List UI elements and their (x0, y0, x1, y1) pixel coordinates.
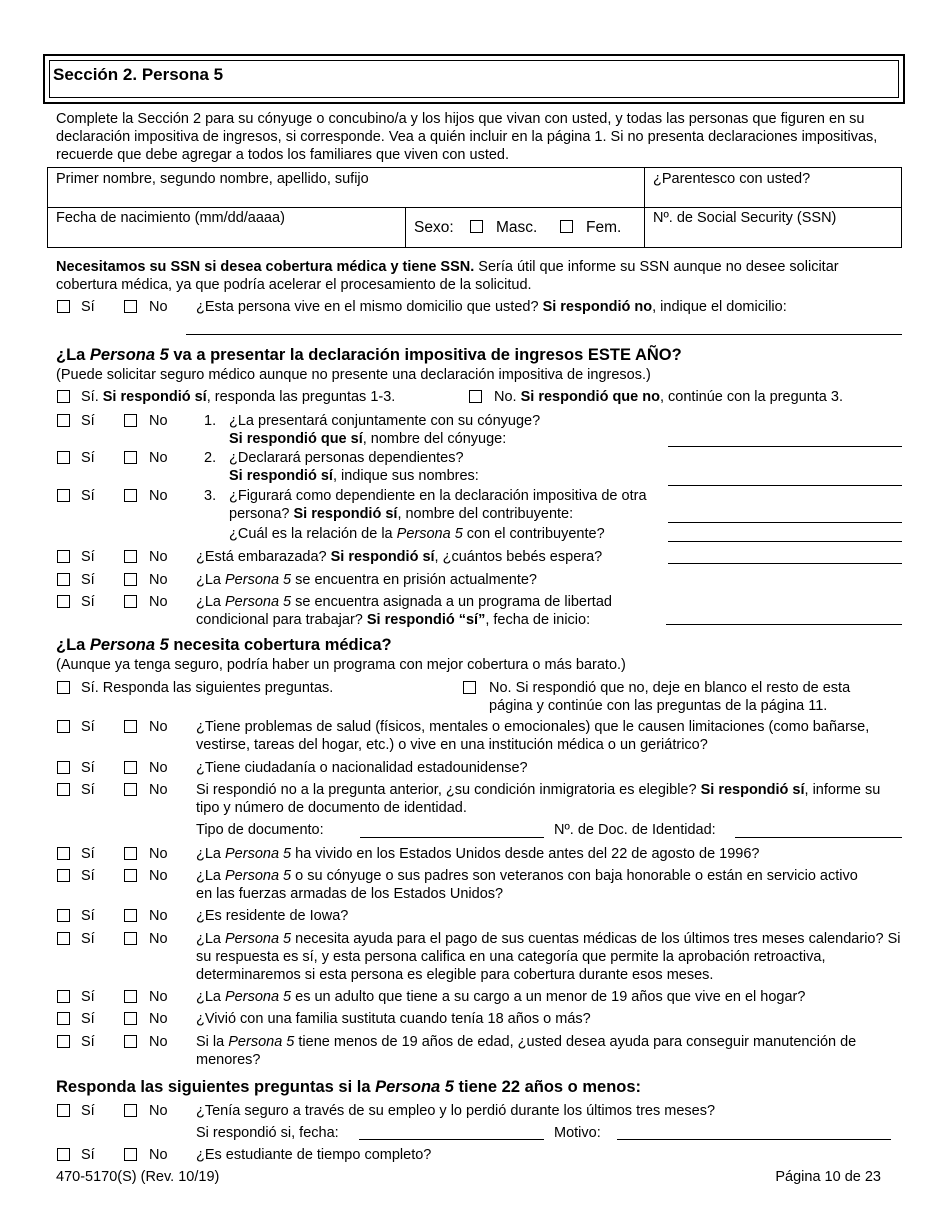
no-label: No (149, 760, 168, 776)
since1996-yes-checkbox[interactable] (57, 847, 70, 860)
q1-number: 1. (204, 413, 217, 429)
iowa-yes-checkbox[interactable] (57, 909, 70, 922)
support-no-checkbox[interactable] (124, 1035, 137, 1048)
under22-heading: Responda las siguientes preguntas si la Persona 5 tiene 22 años o menos: (56, 1078, 642, 1096)
yes-label: Sí (81, 549, 95, 565)
coverage-heading: ¿La Persona 5 necesita cobertura médica? (56, 636, 392, 654)
name-label: Primer nombre, segundo nombre, apellido, sufijo (56, 171, 369, 187)
tax-no-text: No. Si respondió que no, continúe con la pregunta 3. (494, 389, 843, 405)
no-label: No (149, 908, 168, 924)
yes-label: Sí (81, 594, 95, 610)
pregnant-yes-checkbox[interactable] (57, 550, 70, 563)
name-field[interactable] (48, 168, 645, 208)
citizen-no-checkbox[interactable] (124, 761, 137, 774)
yes-label: Sí (81, 782, 95, 798)
coverage-yes-text: Sí. Responda las siguientes preguntas. (81, 680, 334, 696)
spouse-name-line[interactable] (668, 446, 902, 447)
yes-label: Sí (81, 846, 95, 862)
yes-label: Sí (81, 413, 95, 429)
veteran-question: ¿La Persona 5 o su cónyuge o sus padres son veteranos con baja honorable o están en servicio activo en las fuerzas armadas de los Estados Unidos? (196, 868, 858, 902)
bills-no-checkbox[interactable] (124, 932, 137, 945)
pregnant-no-checkbox[interactable] (124, 550, 137, 563)
parole-date-line[interactable] (666, 624, 902, 625)
intro-text: Complete la Sección 2 para su cónyuge o concubino/a y los hijos que vivan con usted, y todas las personas que figuren en su declaración impositiva de ingresos, si corresponde. Vea a quién incluir en la página 1. Si no presenta declaraciones impositivas, recuerde que debe agregar a todos los familiares que viven con usted. (56, 111, 878, 163)
sex-field (406, 208, 645, 247)
pregnant-question: ¿Está embarazada? Si respondió sí, ¿cuántos bebés espera? (196, 549, 603, 565)
q3-text: ¿Figurará como dependiente en la declaración impositiva de otra persona? Si respondió sí, nombre del contribuyente: (229, 488, 647, 522)
q3-number: 3. (204, 488, 217, 504)
no-label: No (149, 450, 168, 466)
q1-no-checkbox[interactable] (124, 414, 137, 427)
relationship-label: ¿Parentesco con usted? (653, 171, 811, 187)
coverage-no-checkbox[interactable] (463, 681, 476, 694)
prison-question: ¿La Persona 5 se encuentra en prisión actualmente? (196, 572, 537, 588)
no-label: No (149, 1034, 168, 1050)
no-label: No (149, 1011, 168, 1027)
doc-type-line[interactable] (360, 837, 544, 838)
yes-label: Sí (81, 488, 95, 504)
yes-label: Sí (81, 931, 95, 947)
page-number: Página 10 de 23 (775, 1169, 881, 1185)
lost-reason-label: Motivo: (554, 1125, 601, 1141)
no-label: No (149, 989, 168, 1005)
lost-date-label: Si respondió si, fecha: (196, 1125, 339, 1141)
student-question: ¿Es estudiante de tiempo completo? (196, 1147, 432, 1163)
section-title-box (43, 54, 905, 104)
yes-label: Sí (81, 1147, 95, 1163)
citizen-yes-checkbox[interactable] (57, 761, 70, 774)
no-label: No (149, 868, 168, 884)
since1996-no-checkbox[interactable] (124, 847, 137, 860)
yes-label: Sí (81, 868, 95, 884)
lost-reason-line[interactable] (617, 1139, 891, 1140)
yes-label: Sí (81, 719, 95, 735)
iowa-no-checkbox[interactable] (124, 909, 137, 922)
ssn-label: Nº. de Social Security (SSN) (653, 210, 837, 226)
tax-no-checkbox[interactable] (469, 390, 482, 403)
q2-yes-checkbox[interactable] (57, 451, 70, 464)
q1-yes-checkbox[interactable] (57, 414, 70, 427)
lost-ins-yes-checkbox[interactable] (57, 1104, 70, 1117)
same-address-question: ¿Esta persona vive en el mismo domicilio que usted? Si respondió no, indique el domicilio: (196, 299, 787, 315)
male-checkbox[interactable] (470, 220, 483, 233)
iowa-question: ¿Es residente de Iowa? (196, 908, 349, 924)
immig-question: Si respondió no a la pregunta anterior, ¿su condición inmigratoria es elegible? Si respondió sí, informe su tipo y número de documento de identidad. (196, 782, 881, 816)
yes-label: Sí (81, 572, 95, 588)
ssn-note: Necesitamos su SSN si desea cobertura médica y tiene SSN. Sería útil que informe su SSN aunque no desee solicitar cobertura médica, ya que podría acelerar el procesamiento de la solicitud. (56, 259, 839, 293)
student-yes-checkbox[interactable] (57, 1148, 70, 1161)
no-label: No (149, 572, 168, 588)
no-label: No (149, 549, 168, 565)
doc-id-label: Nº. de Doc. de Identidad: (554, 822, 716, 838)
taxpayer-name-line[interactable] (668, 522, 902, 523)
section-title: Sección 2. Persona 5 (53, 65, 224, 84)
no-label: No (149, 782, 168, 798)
health-question: ¿Tiene problemas de salud (físicos, mentales o emocionales) que le causen limitaciones (como bañarse, vestirse, tareas del hogar, etc.) o vive en una institución médica o un geriátrico? (196, 719, 870, 753)
ssn-field[interactable] (645, 208, 901, 247)
dob-field[interactable] (48, 208, 406, 247)
yes-label: Sí (81, 760, 95, 776)
foster-question: ¿Vivió con una familia sustituta cuando tenía 18 años o más? (196, 1011, 591, 1027)
no-label: No (149, 1103, 168, 1119)
q3-no-checkbox[interactable] (124, 489, 137, 502)
no-label: No (149, 299, 168, 315)
female-checkbox[interactable] (560, 220, 573, 233)
veteran-no-checkbox[interactable] (124, 869, 137, 882)
immig-yes-checkbox[interactable] (57, 783, 70, 796)
yes-label: Sí (81, 989, 95, 1005)
parole-no-checkbox[interactable] (124, 595, 137, 608)
support-question: Si la Persona 5 tiene menos de 19 años de edad, ¿usted desea ayuda para conseguir manutención de menores? (196, 1034, 857, 1068)
adult-yes-checkbox[interactable] (57, 990, 70, 1003)
yes-label: Sí (81, 1103, 95, 1119)
q2-number: 2. (204, 450, 217, 466)
tax-heading: ¿La Persona 5 va a presentar la declaración impositiva de ingresos ESTE AÑO? (56, 346, 682, 364)
lost-ins-question: ¿Tenía seguro a través de su empleo y lo perdió durante los últimos tres meses? (196, 1103, 716, 1119)
no-label: No (149, 1147, 168, 1163)
q2-no-checkbox[interactable] (124, 451, 137, 464)
same-address-yes-checkbox[interactable] (57, 300, 70, 313)
tax-yes-text: Sí. Si respondió sí, responda las preguntas 1-3. (81, 389, 396, 405)
address-line[interactable] (186, 334, 902, 335)
student-no-checkbox[interactable] (124, 1148, 137, 1161)
relationship-field[interactable] (645, 168, 901, 208)
adult-no-checkbox[interactable] (124, 990, 137, 1003)
yes-label: Sí (81, 299, 95, 315)
yes-label: Sí (81, 908, 95, 924)
no-label: No (149, 846, 168, 862)
citizen-question: ¿Tiene ciudadanía o nacionalidad estadounidense? (196, 760, 528, 776)
dependents-line[interactable] (668, 485, 902, 486)
q2-text: ¿Declarará personas dependientes? Si respondió sí, indique sus nombres: (229, 450, 479, 484)
coverage-yes-checkbox[interactable] (57, 681, 70, 694)
yes-label: Sí (81, 1034, 95, 1050)
taxpayer-relation-line[interactable] (668, 541, 902, 542)
support-yes-checkbox[interactable] (57, 1035, 70, 1048)
parole-yes-checkbox[interactable] (57, 595, 70, 608)
babies-line[interactable] (668, 563, 902, 564)
since1996-question: ¿La Persona 5 ha vivido en los Estados Unidos desde antes del 22 de agosto de 1996? (196, 846, 760, 862)
yes-label: Sí (81, 450, 95, 466)
personal-info-table (47, 167, 902, 248)
female-label: Fem. (586, 219, 622, 236)
sex-label: Sexo: (414, 219, 454, 236)
same-address-no-checkbox[interactable] (124, 300, 137, 313)
bills-question: ¿La Persona 5 necesita ayuda para el pago de sus cuentas médicas de los últimos tres meses calendario? Si su respuesta es sí, y esta persona califica en una categoría que permite la aprobación retroactiva, determinaremos si esta persona es elegible para cobertura durante esos meses. (196, 931, 901, 983)
yes-label: Sí (81, 1011, 95, 1027)
lost-date-line[interactable] (359, 1139, 544, 1140)
doc-id-line[interactable] (735, 837, 902, 838)
q3b-text: ¿Cuál es la relación de la Persona 5 con el contribuyente? (229, 526, 605, 542)
dob-label: Fecha de nacimiento (mm/dd/aaaa) (56, 210, 285, 226)
no-label: No (149, 488, 168, 504)
no-label: No (149, 413, 168, 429)
prison-no-checkbox[interactable] (124, 573, 137, 586)
doc-type-label: Tipo de documento: (196, 822, 324, 838)
male-label: Masc. (496, 219, 538, 236)
lost-ins-no-checkbox[interactable] (124, 1104, 137, 1117)
foster-yes-checkbox[interactable] (57, 1012, 70, 1025)
health-yes-checkbox[interactable] (57, 720, 70, 733)
immig-no-checkbox[interactable] (124, 783, 137, 796)
health-no-checkbox[interactable] (124, 720, 137, 733)
no-label: No (149, 931, 168, 947)
tax-yes-checkbox[interactable] (57, 390, 70, 403)
parole-question: ¿La Persona 5 se encuentra asignada a un programa de libertad condicional para trabajar? Si respondió “sí”, fecha de inicio: (196, 594, 612, 628)
q1-text: ¿La presentará conjuntamente con su cónyuge? Si respondió que sí, nombre del cónyuge: (229, 413, 541, 447)
prison-yes-checkbox[interactable] (57, 573, 70, 586)
form-number: 470-5170(S) (Rev. 10/19) (56, 1169, 220, 1185)
tax-subheading: (Puede solicitar seguro médico aunque no presente una declaración impositiva de ingresos.) (56, 367, 651, 383)
no-label: No (149, 594, 168, 610)
coverage-subheading: (Aunque ya tenga seguro, podría haber un programa con mejor cobertura o más barato.) (56, 657, 626, 673)
coverage-no-text: No. Si respondió que no, deje en blanco el resto de esta página y continúe con las preguntas de la página 11. (489, 680, 851, 714)
bills-yes-checkbox[interactable] (57, 932, 70, 945)
q3-yes-checkbox[interactable] (57, 489, 70, 502)
foster-no-checkbox[interactable] (124, 1012, 137, 1025)
adult-question: ¿La Persona 5 es un adulto que tiene a su cargo a un menor de 19 años que vive en el hogar? (196, 989, 806, 1005)
veteran-yes-checkbox[interactable] (57, 869, 70, 882)
no-label: No (149, 719, 168, 735)
